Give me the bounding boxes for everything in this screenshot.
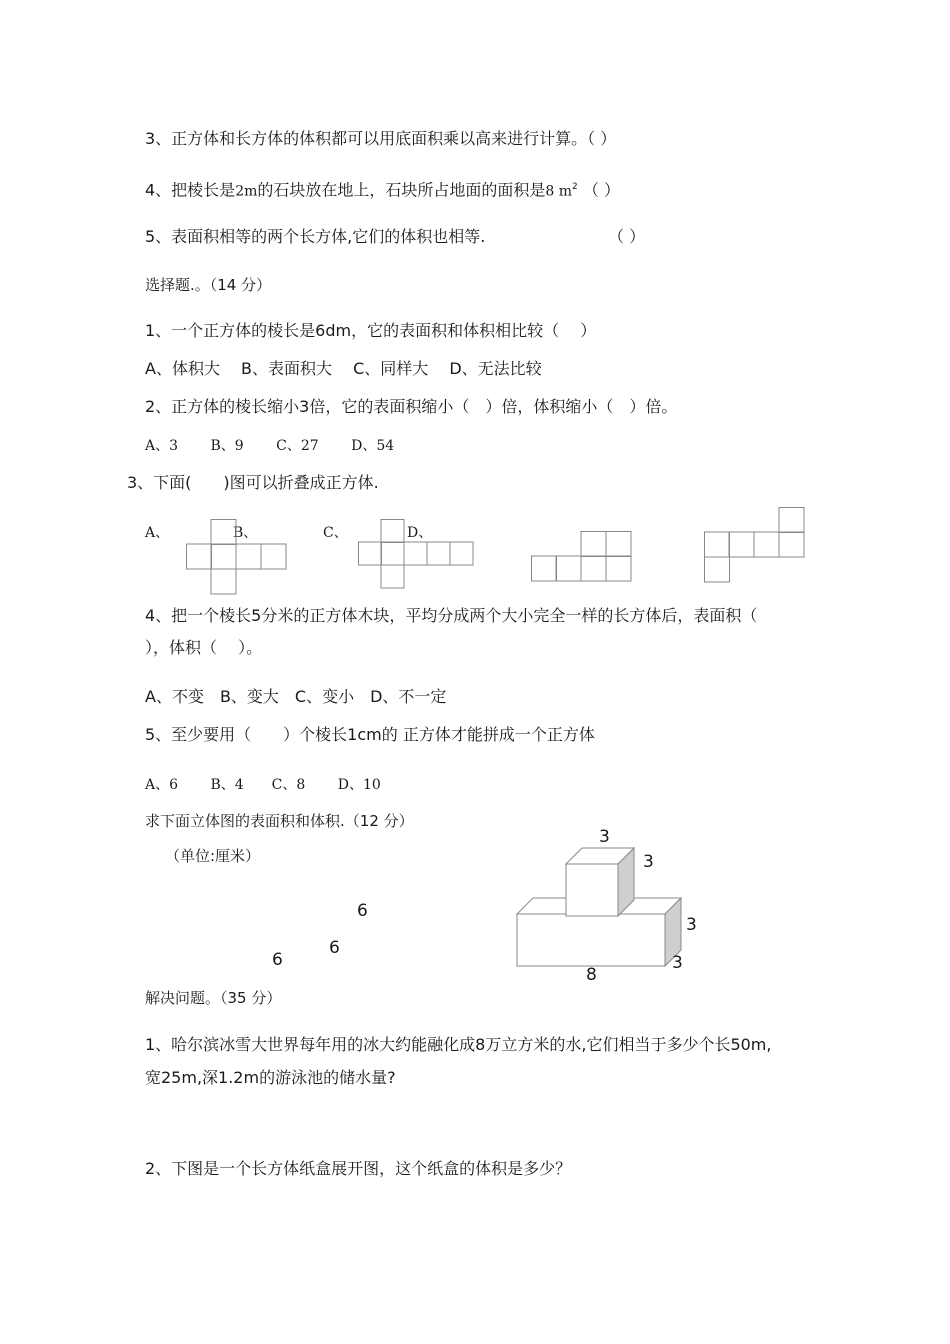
- choice-q4-line1: 4、把一个棱长5分米的正方体木块，平均分成两个大小完全一样的长方体后，表面积（: [145, 606, 758, 625]
- problems-q1-line1: 1、哈尔滨冰雪大世界每年用的冰大约能融化成8万立方米的水,它们相当于多少个长50m,: [145, 1035, 772, 1054]
- stacked-box-figure: [510, 840, 680, 970]
- dimension-label: 3: [599, 827, 610, 847]
- judgment-q5: 5、表面积相等的两个长方体,它们的体积也相等.: [145, 227, 486, 246]
- net-label-a: A、: [145, 525, 170, 541]
- choice-q1-options: A、体积大 B、表面积大 C、同样大 D、无法比较: [145, 359, 542, 378]
- judgment-q3: 3、正方体和长方体的体积都可以用底面积乘以高来进行计算。（ ）: [145, 129, 617, 148]
- choice-q5: 5、至少要用（ ）个棱长1cm的 正方体才能拼成一个正方体: [145, 725, 595, 744]
- problems-q2: 2、下图是一个长方体纸盒展开图，这个纸盒的体积是多少？: [145, 1159, 572, 1178]
- judgment-q4-paren: （ ）: [582, 180, 620, 200]
- choice-q4-line2: ），体积（ ）。: [145, 638, 263, 657]
- judgment-q4: [145, 177, 620, 201]
- net-label-b: B、: [233, 525, 258, 541]
- choice-q2: 2、正方体的棱长缩小3倍，它的表面积缩小（ ）倍，体积缩小（ ）倍。: [145, 397, 678, 416]
- cube-net-c: [531, 531, 633, 583]
- cube-net-d: [704, 507, 806, 584]
- dimension-label: 3: [643, 852, 654, 872]
- judgment-q4-text2: 的石块放在地上，石块所占地面的面积是: [257, 180, 546, 200]
- judgment-q4-sup: 2: [572, 182, 578, 192]
- cube-net-b: [358, 519, 475, 589]
- dimension-label: 6: [357, 901, 368, 921]
- solid-unit: （单位:厘米）: [165, 847, 261, 865]
- choice-header: 选择题.。（14 分）: [145, 276, 272, 294]
- judgment-q4-text: 4、把棱长是: [145, 180, 236, 200]
- judgment-q4-area: 8 m: [545, 183, 573, 200]
- cube-net-a: [186, 519, 288, 596]
- problems-q1-line2: 宽25m,深1.2m的游泳池的储水量?: [145, 1068, 396, 1087]
- choice-q3: 3、下面( )图可以折叠成正方体.: [127, 473, 379, 492]
- net-label-c: C、: [323, 525, 348, 541]
- dimension-label: 6: [272, 950, 283, 970]
- choice-q4-options: A、不变 B、变大 C、变小 D、不一定: [145, 687, 447, 706]
- judgment-q4-value: 2m: [235, 183, 258, 200]
- solid-header: 求下面立体图的表面积和体积.（12 分）: [145, 812, 414, 830]
- net-label-d: D、: [407, 525, 433, 541]
- dimension-label: 3: [672, 953, 683, 973]
- judgment-q5-paren: （ ）: [608, 227, 646, 246]
- problems-header: 解决问题。（35 分）: [145, 989, 282, 1007]
- dimension-label: 3: [686, 915, 697, 935]
- choice-q5-options: A、6 B、4 C、8 D、10: [145, 777, 381, 793]
- choice-q2-options: A、3 B、9 C、27 D、54: [145, 438, 395, 454]
- choice-q1: 1、一个正方体的棱长是6dm，它的表面积和体积相比较（ ）: [145, 321, 597, 340]
- dimension-label: 6: [329, 938, 340, 958]
- dimension-label: 8: [586, 965, 597, 985]
